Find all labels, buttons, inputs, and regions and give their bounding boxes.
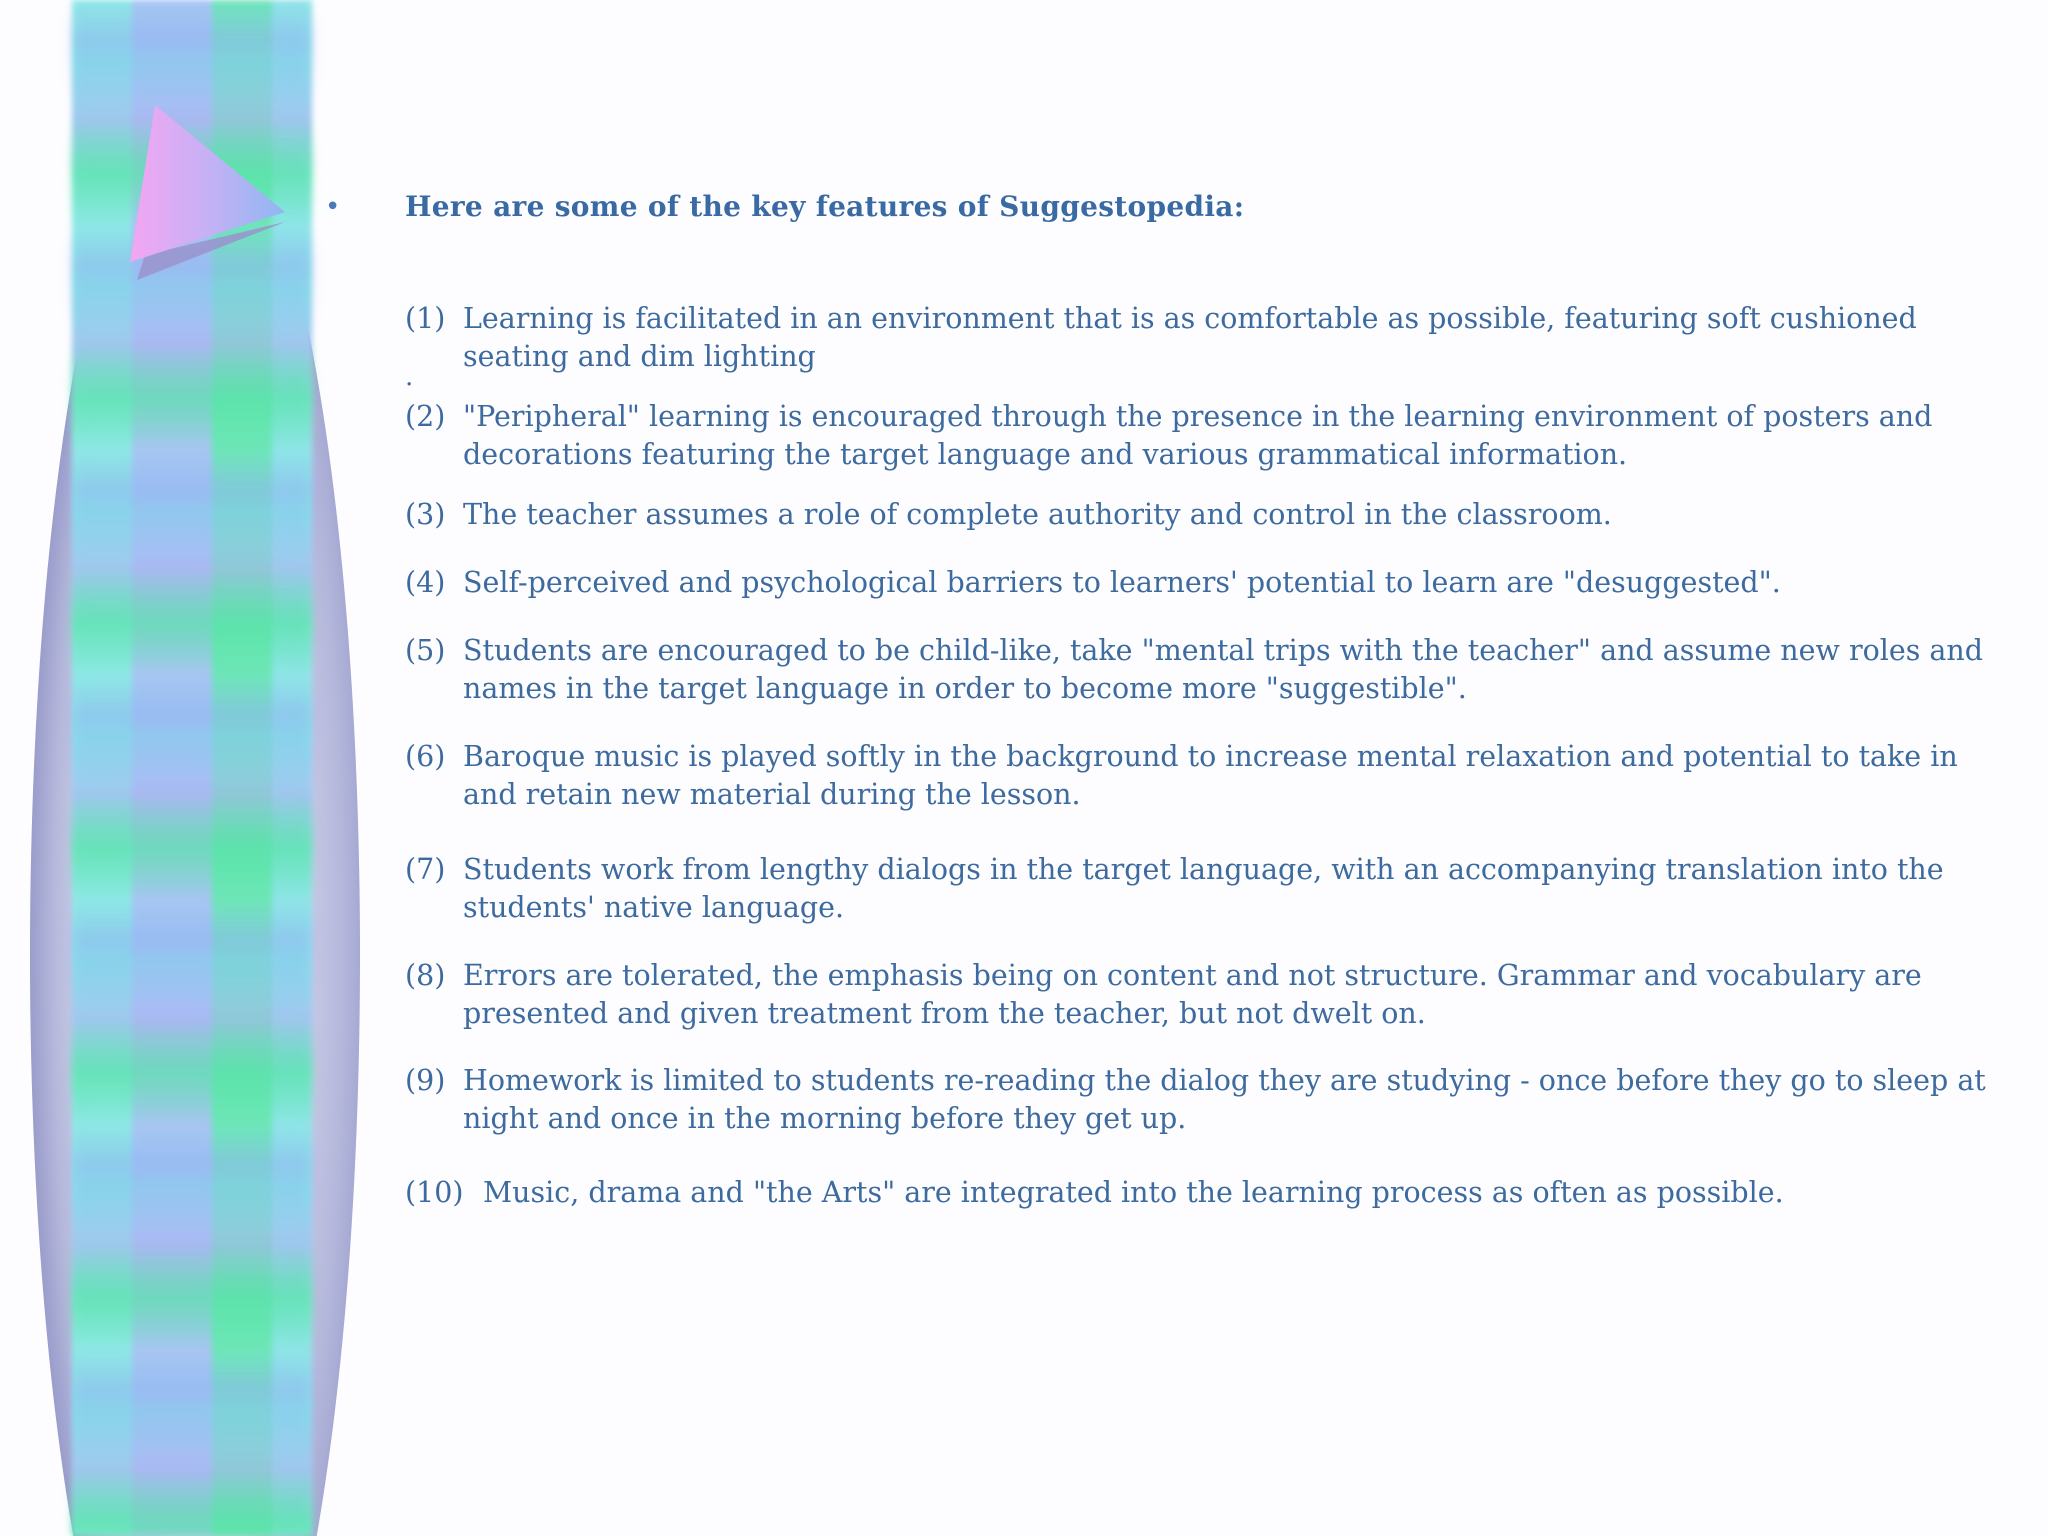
item-text: Students are encouraged to be child-like, take "mental trips with the teacher" and assume new roles and names in the target language in order to become more "suggestible".	[463, 634, 1983, 705]
item-text: Errors are tolerated, the emphasis being on content and not structure. Grammar and vocabulary are presented and given treatment from the teacher, but not dwelt on.	[463, 959, 1922, 1030]
triangle-icon	[125, 100, 295, 290]
item-text: Self-perceived and psychological barriers to learners' potential to learn are "desuggested".	[463, 566, 1781, 599]
item-number: (5)	[405, 634, 446, 667]
item-text: The teacher assumes a role of complete authority and control in the classroom.	[463, 498, 1612, 531]
bullet-icon: •	[325, 192, 341, 222]
item-number: (3)	[405, 498, 446, 531]
slide-heading: Here are some of the key features of Suggestopedia:	[405, 190, 1245, 223]
stray-period: .	[405, 362, 414, 392]
item-text: Students work from lengthy dialogs in the target language, with an accompanying translation into the students' native language.	[463, 853, 1944, 924]
item-text: Homework is limited to students re-reading the dialog they are studying - once before they go to sleep at night and once in the morning before they get up.	[463, 1064, 1986, 1135]
item-number: (2)	[405, 400, 446, 433]
item-number: (8)	[405, 959, 446, 992]
item-number: (9)	[405, 1064, 446, 1097]
item-text: Baroque music is played softly in the background to increase mental relaxation and potential to take in and retain new material during the lesson.	[463, 740, 1958, 811]
item-number: (6)	[405, 740, 446, 773]
item-number: (4)	[405, 566, 446, 599]
item-number: (1)	[405, 302, 446, 335]
item-text: "Peripheral" learning is encouraged through the presence in the learning environment of posters and decorations featuring the target language and various grammatical information.	[463, 400, 1933, 471]
item-number: (7)	[405, 853, 446, 886]
item-number: (10)	[405, 1176, 464, 1209]
item-text: Learning is facilitated in an environment that is as comfortable as possible, featuring soft cushioned seating and dim lighting	[463, 302, 1917, 373]
item-text: Music, drama and "the Arts" are integrated into the learning process as often as possible.	[483, 1176, 1784, 1209]
